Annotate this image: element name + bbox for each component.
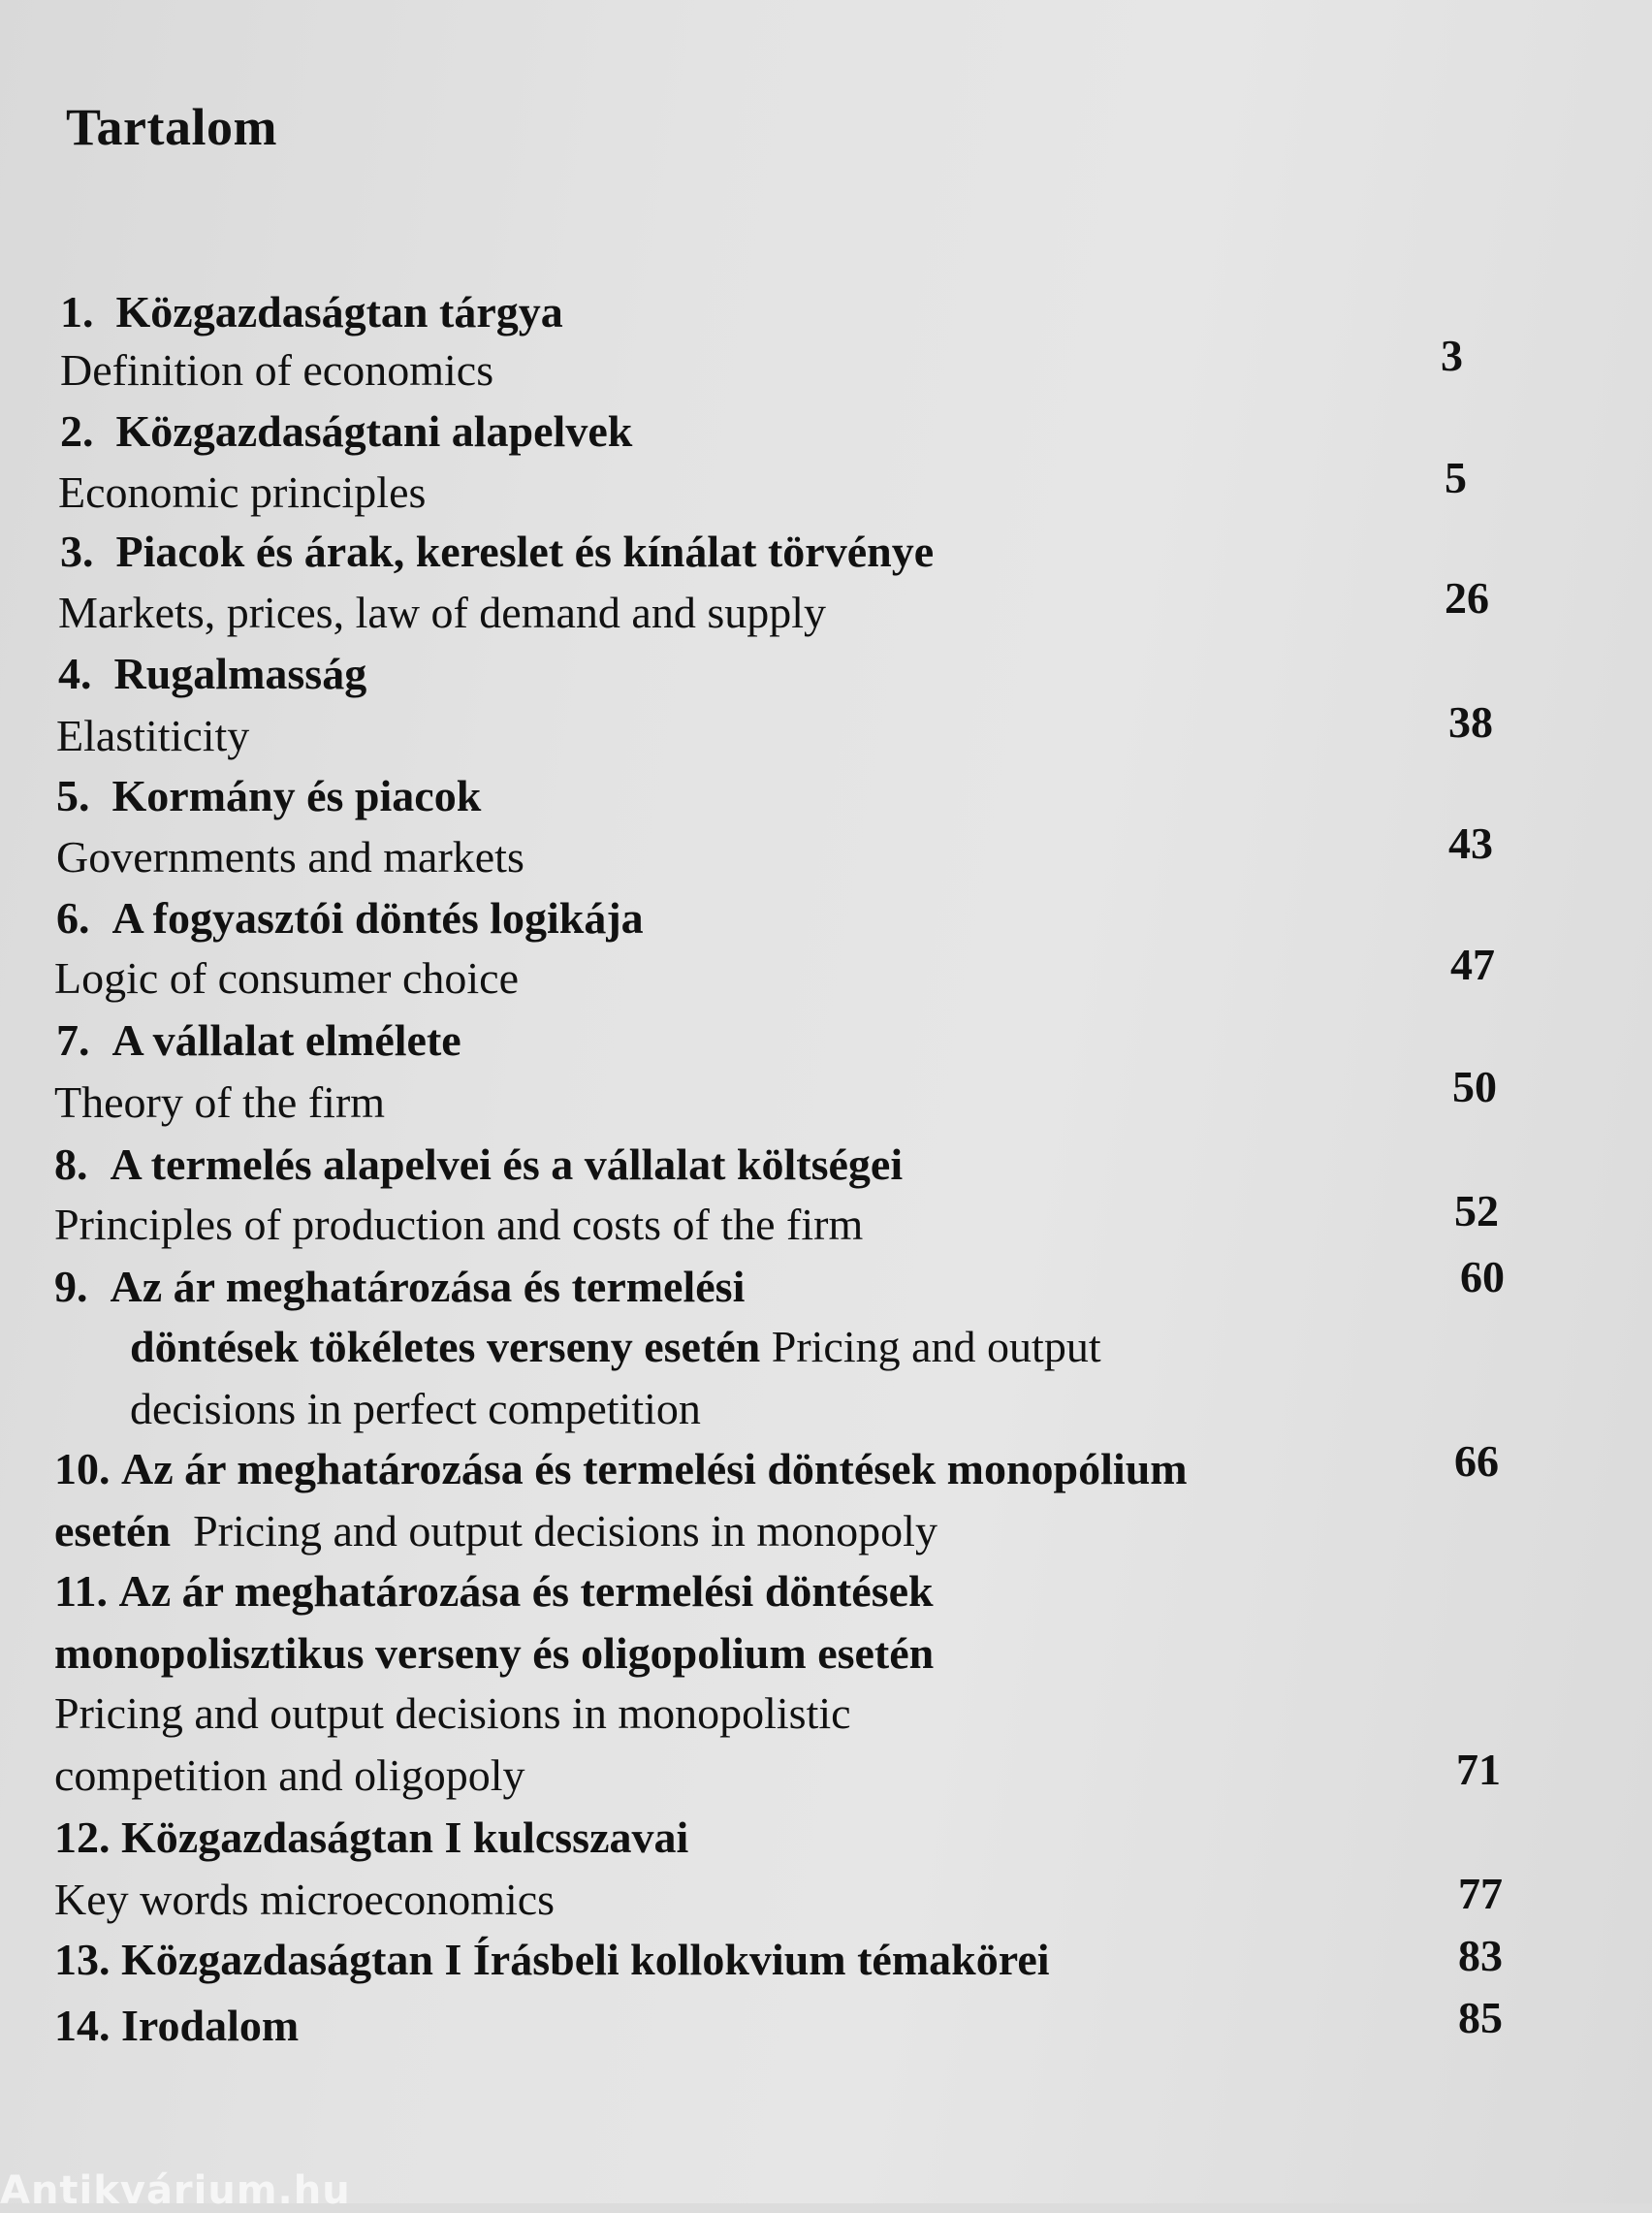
toc-entry-10-line2: esetén Pricing and output decisions in monopoly bbox=[54, 1506, 937, 1556]
toc-entry-9-line2: döntések tökéletes verseny esetén Pricing and output bbox=[130, 1322, 1101, 1371]
toc-entry-6-page: 47 bbox=[1450, 940, 1495, 989]
toc-entry-12-heading: 12. Közgazdaságtan I kulcsszavai bbox=[54, 1812, 689, 1862]
toc-entry-11-english-line2: competition and oligopoly bbox=[54, 1750, 525, 1800]
toc-entry-9-line3: decisions in perfect competition bbox=[130, 1384, 701, 1433]
toc-entry-14-heading: 14. Irodalom bbox=[54, 2001, 300, 2050]
toc-entry-2-heading: 2. Közgazdaságtani alapelvek bbox=[60, 406, 633, 456]
toc-entry-2-page: 5 bbox=[1445, 453, 1467, 502]
toc-entry-7-page: 50 bbox=[1452, 1062, 1497, 1111]
toc-entry-5-english: Governments and markets bbox=[56, 832, 524, 882]
toc-entry-4-heading: 4. Rugalmasság bbox=[58, 649, 367, 698]
toc-entry-1-page: 3 bbox=[1441, 331, 1463, 380]
page-title: Tartalom bbox=[66, 98, 277, 156]
toc-entry-14-page: 85 bbox=[1458, 1993, 1503, 2042]
toc-entry-13-page: 83 bbox=[1458, 1931, 1503, 1980]
toc-entry-11-heading-line1: 11. Az ár meghatározása és termelési döntések bbox=[54, 1566, 934, 1616]
toc-entry-10-heading-line1: 10. Az ár meghatározása és termelési döntések monopólium bbox=[54, 1444, 1188, 1493]
toc-entry-7-english: Theory of the firm bbox=[54, 1077, 386, 1127]
toc-entry-12-english: Key words microeconomics bbox=[54, 1875, 556, 1924]
toc-entry-11-english-line1: Pricing and output decisions in monopolistic bbox=[54, 1688, 851, 1738]
toc-entry-9-heading-line1: 9. Az ár meghatározása és termelési bbox=[54, 1262, 746, 1311]
toc-entry-1-heading: 1. Közgazdaságtan tárgya bbox=[60, 287, 563, 337]
toc-entry-8-english: Principles of production and costs of the firm bbox=[54, 1200, 864, 1249]
watermark: Antikvárium.hu bbox=[0, 2168, 351, 2213]
toc-entry-7-heading: 7. A vállalat elmélete bbox=[56, 1015, 461, 1065]
toc-entry-12-page: 77 bbox=[1458, 1869, 1503, 1918]
toc-entry-5-page: 43 bbox=[1448, 818, 1493, 868]
toc-entry-9-page: 60 bbox=[1460, 1252, 1505, 1301]
toc-entry-4-page: 38 bbox=[1448, 697, 1493, 747]
toc-entry-13-heading: 13. Közgazdaságtan I Írásbeli kollokvium témakörei bbox=[54, 1935, 1050, 1984]
toc-entry-3-page: 26 bbox=[1445, 573, 1489, 623]
toc-entry-3-heading: 3. Piacok és árak, kereslet és kínálat törvénye bbox=[60, 527, 935, 576]
toc-entry-4-english: Elastiticity bbox=[56, 711, 250, 760]
toc-entry-2-english: Economic principles bbox=[58, 467, 427, 517]
toc-entry-10-page: 66 bbox=[1454, 1436, 1499, 1486]
toc-entry-6-heading: 6. A fogyasztói döntés logikája bbox=[56, 893, 644, 943]
toc-entry-6-english: Logic of consumer choice bbox=[54, 953, 519, 1003]
toc-entry-8-page: 52 bbox=[1454, 1186, 1499, 1235]
toc-entry-5-heading: 5. Kormány és piacok bbox=[56, 771, 482, 820]
toc-entry-1-english: Definition of economics bbox=[60, 345, 494, 395]
toc-entry-11-page: 71 bbox=[1456, 1745, 1501, 1794]
toc-entry-11-heading-line2: monopolisztikus verseny és oligopolium esetén bbox=[54, 1628, 935, 1678]
toc-entry-8-heading: 8. A termelés alapelvei és a vállalat költségei bbox=[54, 1139, 904, 1189]
toc-entry-3-english: Markets, prices, law of demand and supply bbox=[58, 588, 827, 637]
